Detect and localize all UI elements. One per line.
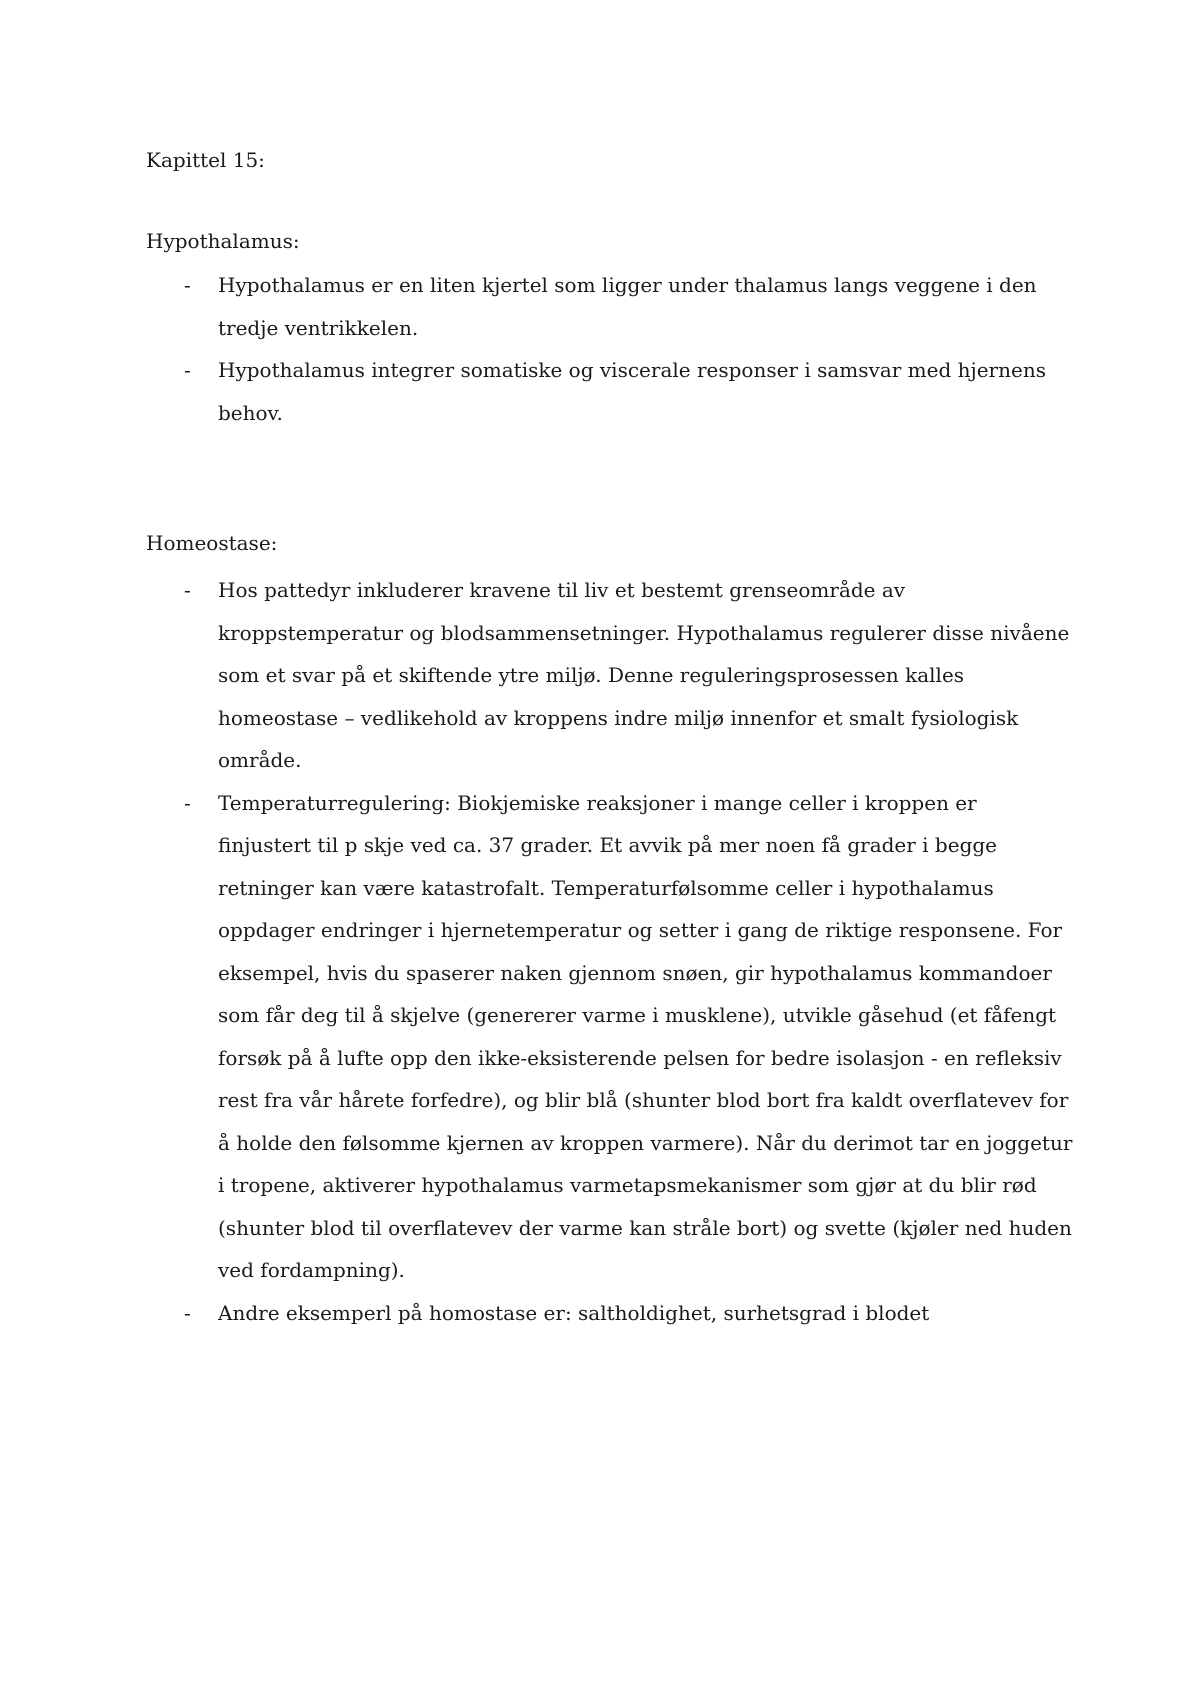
list-item (146, 1292, 1076, 1335)
section-heading: Hypothalamus: (146, 229, 300, 253)
section-homeostase (146, 529, 1086, 1334)
bullet-text: Hos pattedyr inkluderer kravene til liv et bestemt grenseområde av kroppstemperatur og blodsammensetninger. Hypothalamus regulerer disse nivåene som et svar på et skiftende ytre miljø. Denne reguleringsprosessen kalles homeostase – vedlikehold av kroppens indre miljø innenfor et smalt fysiologisk område. (218, 578, 1070, 772)
bullet-text: Hypothalamus integrer somatiske og viscerale responser i samsvar med hjernens behov. (218, 358, 1046, 425)
bullet-list (146, 264, 1086, 434)
section-hypothalamus (146, 227, 1086, 434)
section-heading: Homeostase: (146, 531, 278, 555)
list-item (146, 782, 1076, 1292)
bullet-dash: - (184, 578, 191, 602)
chapter-title: Kapittel 15: (146, 148, 265, 172)
bullet-dash: - (184, 790, 191, 815)
bullet-text: Hypothalamus er en liten kjertel som ligger under thalamus langs veggene i den tredje ventrikkelen. (218, 273, 1037, 340)
bullet-text: Temperaturregulering: Biokjemiske reaksjoner i mange celler i kroppen er finjustert til p skje ved ca. 37 grader. Et avvik på mer noen få grader i begge retninger kan være katastrofalt. Temperaturfølsomme celler i hypothalamus oppdager endringer i hjernetemperatur og setter i gang de riktige responsene. For eksempel, hvis du spaserer naken gjennom snøen, gir hypothalamus kommandoer som får deg til å skjelve (genererer varme i musklene), utvikle gåsehud (et fåfengt forsøk på å lufte opp den ikke-eksisterende pelsen for bedre isolasjon - en refleksiv rest fra vår hårete forfedre), og blir blå (shunter blod bort fra kaldt overflatevev for å holde den følsomme kjernen av kroppen varmere). Når du derimot tar en joggetur i tropene, aktiverer hypothalamus varmetapsmekanismer som gjør at du blir rød (shunter blod til overflatevev der varme kan stråle bort) og svette (kjøler ned huden ved fordampning). (218, 790, 1073, 1282)
list-item (146, 569, 1076, 782)
bullet-list (146, 569, 1086, 1334)
bullet-dash: - (184, 1300, 191, 1325)
bullet-dash: - (184, 358, 191, 382)
list-item (146, 264, 1076, 349)
list-item (146, 349, 1076, 434)
bullet-dash: - (184, 273, 191, 297)
bullet-text: Andre eksemperl på homostase er: saltholdighet, surhetsgrad i blodet (218, 1300, 930, 1325)
